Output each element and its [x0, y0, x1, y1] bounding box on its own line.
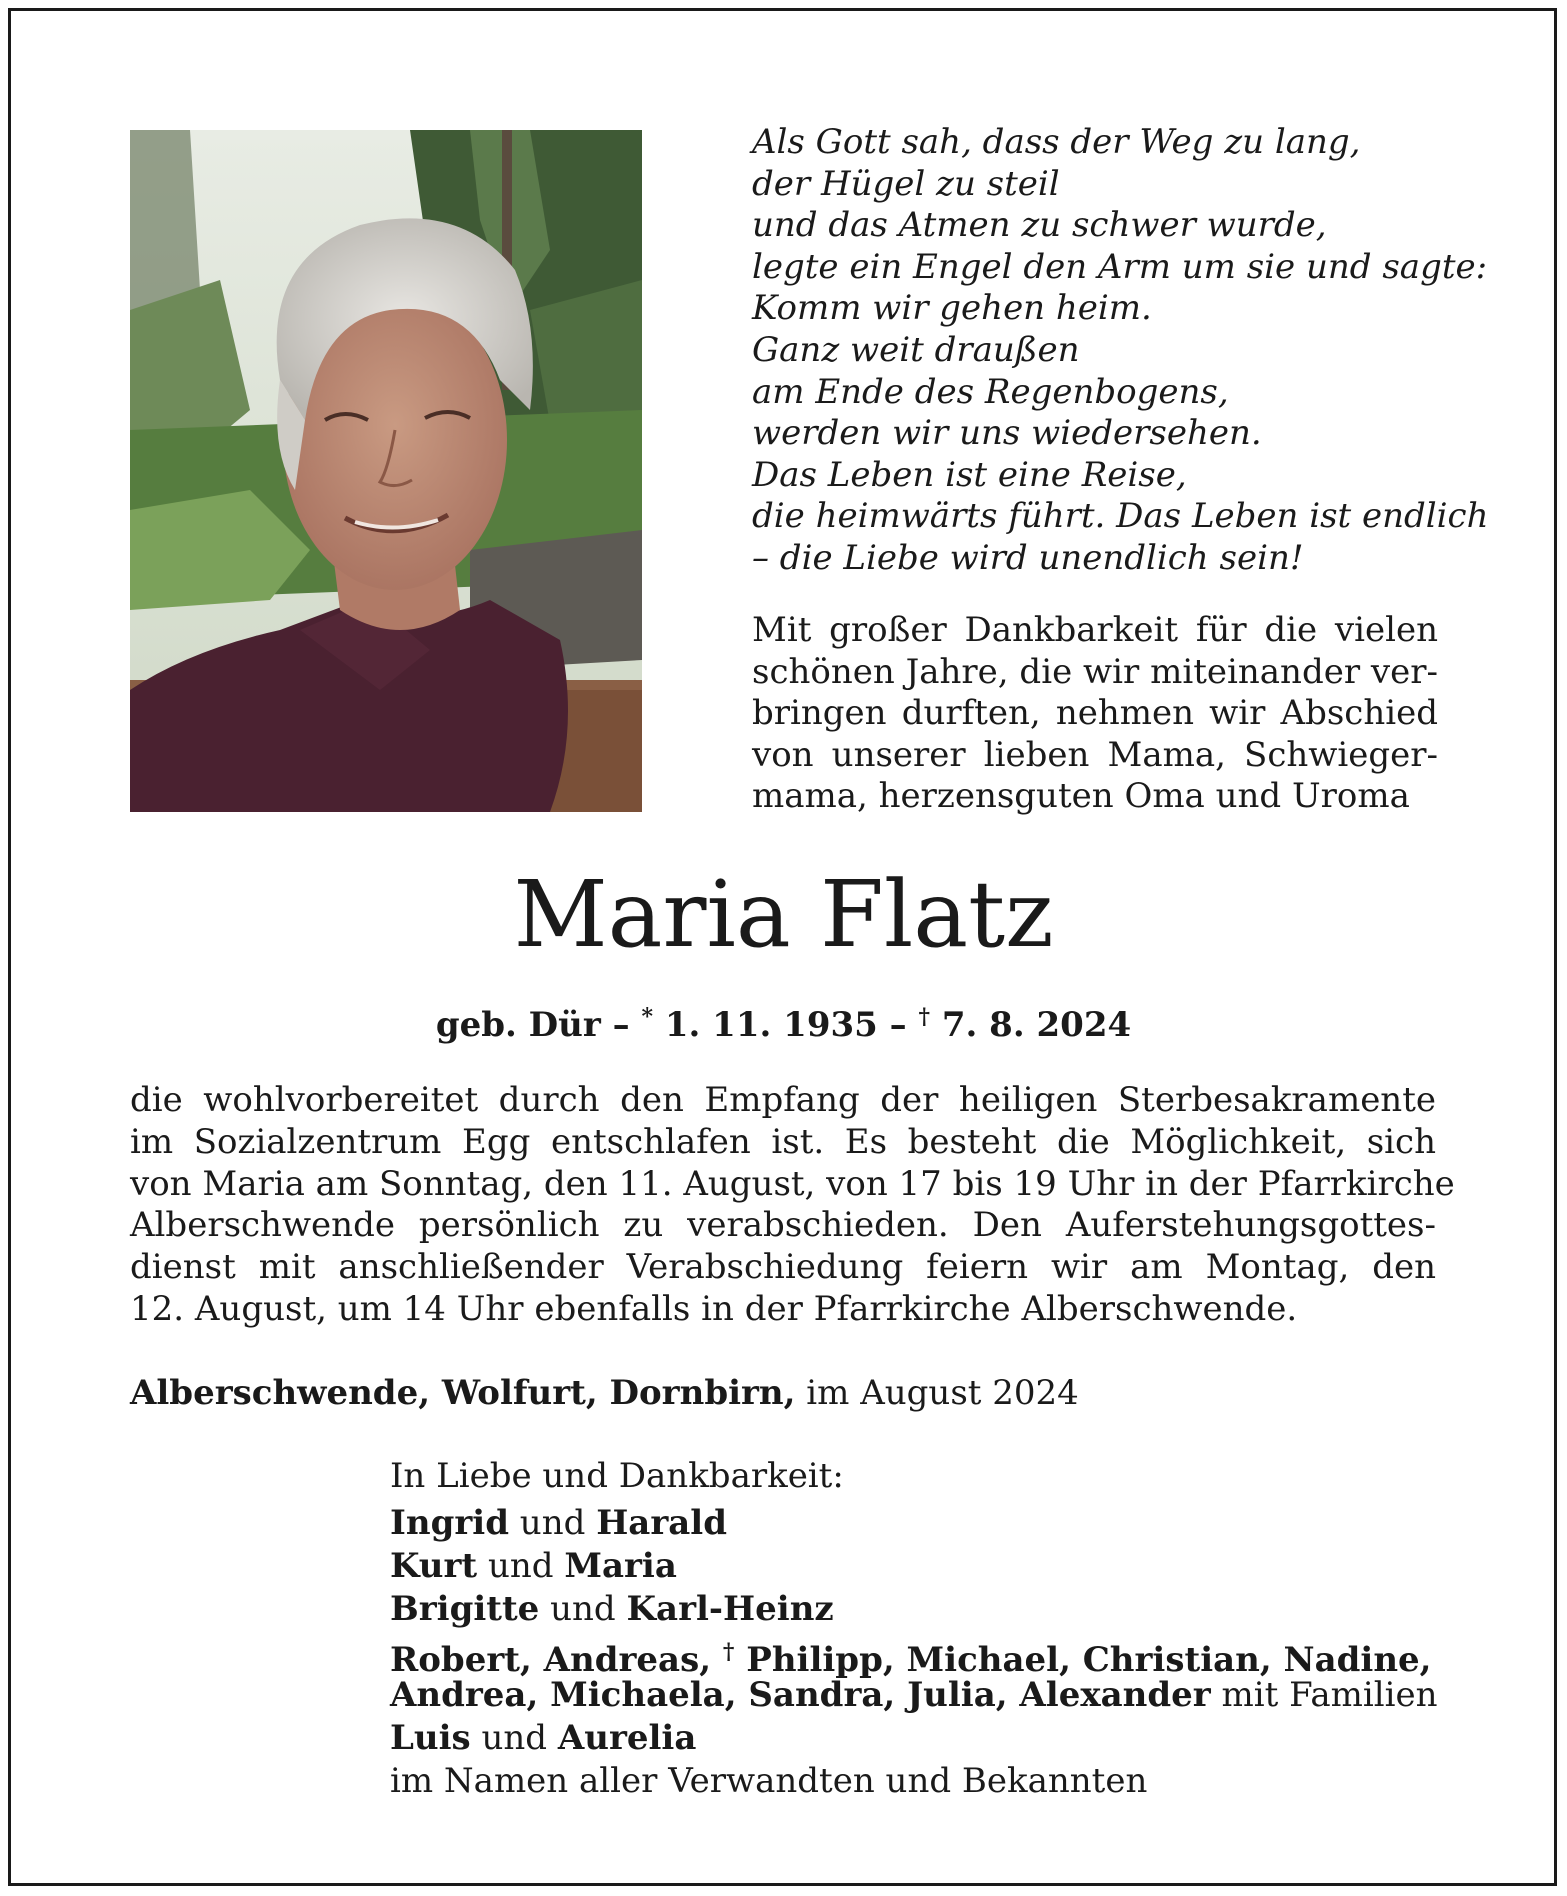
family-member: Andrea, Michaela, Sandra, Julia, Alexander: [390, 1675, 1211, 1715]
body-line: die wohlvorbereitet durch den Empfang der heiligen Sterbesakramente: [130, 1080, 1436, 1120]
poem-line: Als Gott sah, dass der Weg zu lang,: [752, 122, 1361, 162]
towns: Alberschwende, Wolfurt, Dornbirn,: [130, 1373, 796, 1413]
conjunction: und: [470, 1718, 558, 1758]
family-member: Robert, Andreas,: [390, 1640, 723, 1680]
family-names: [390, 1588, 834, 1630]
poem-line: Das Leben ist eine Reise,: [752, 454, 1187, 495]
family-member: Aurelia: [557, 1718, 697, 1758]
family-member: Brigitte: [390, 1589, 540, 1629]
thanks-line: schönen Jahre, die wir miteinander ver-: [752, 651, 1438, 692]
poem-line: am Ende des Regenbogens,: [752, 371, 1229, 412]
month-year: im August 2024: [795, 1373, 1079, 1413]
poem-line: die heimwärts führt. Das Leben ist endlich: [752, 496, 1489, 537]
born-symbol: *: [641, 1004, 654, 1030]
suffix: mit Familien: [1210, 1675, 1438, 1715]
life-dates: [0, 995, 1567, 1047]
dates-separator: –: [600, 1005, 642, 1045]
poem-line: der Hügel zu steil: [752, 163, 1060, 204]
body-line: 12. August, um 14 Uhr ebenfalls in der Pfarrkirche Alberschwende.: [130, 1288, 1298, 1329]
family-names: [390, 1545, 677, 1587]
thanks-line: von unserer lieben Mama, Schwieger-: [752, 734, 1438, 775]
birth-date: 1. 11. 1935: [653, 1005, 878, 1045]
funeral-details: [130, 1080, 1455, 1331]
conjunction: und: [539, 1589, 627, 1629]
family-member: Harald: [596, 1503, 727, 1543]
family-member: Ingrid: [390, 1503, 509, 1543]
family-names: [390, 1674, 1438, 1716]
portrait-photo: [130, 130, 642, 812]
family-member: Philipp, Michael, Christian, Nadine,: [734, 1640, 1432, 1680]
body-line: von Maria am Sonntag, den 11. August, von 17 bis 19 Uhr in der Pfarrkirche: [130, 1163, 1455, 1204]
died-symbol: †: [918, 1004, 931, 1030]
thanks-paragraph: [752, 610, 1438, 818]
family-member: Karl-Heinz: [626, 1589, 834, 1629]
signoff: In Liebe und Dankbarkeit:: [390, 1456, 844, 1496]
family-member: Kurt: [390, 1546, 478, 1586]
poem-line: werden wir uns wiedersehen.: [752, 413, 1262, 454]
cross-symbol: †: [722, 1639, 735, 1665]
body-line: im Sozialzentrum Egg entschlafen ist. Es besteht die Möglichkeit, sich: [130, 1121, 1436, 1162]
thanks-line: mama, herzensguten Oma und Uroma: [752, 776, 1410, 816]
conjunction: und: [477, 1546, 565, 1586]
closing-line: im Namen aller Verwandten und Bekannten: [390, 1761, 1148, 1801]
poem-line: Ganz weit draußen: [752, 329, 1080, 370]
poem-line: und das Atmen zu schwer wurde,: [752, 205, 1327, 246]
birth-name: geb. Dür: [435, 1005, 601, 1045]
family-names: [390, 1717, 696, 1759]
deceased-name: Maria Flatz: [513, 861, 1054, 968]
family-names: [390, 1502, 727, 1544]
family-member: Luis: [390, 1718, 471, 1758]
poem-line: Komm wir gehen heim.: [752, 288, 1152, 329]
poem: [752, 122, 1489, 580]
poem-line: – die Liebe wird unendlich sein!: [752, 537, 1304, 578]
death-date: 7. 8. 2024: [930, 1005, 1132, 1045]
poem-line: legte ein Engel den Arm um sie und sagte:: [752, 246, 1488, 287]
family-member: Maria: [564, 1546, 677, 1586]
body-line: Alberschwende persönlich zu verabschieden. Den Auferstehungsgottes-: [130, 1205, 1436, 1246]
conjunction: und: [509, 1503, 597, 1543]
body-line: dienst mit anschließender Verabschiedung feiern wir am Montag, den: [130, 1247, 1436, 1288]
place-and-date: [130, 1372, 1079, 1414]
dates-separator: –: [877, 1005, 919, 1045]
thanks-line: bringen durften, nehmen wir Abschied: [752, 693, 1438, 733]
thanks-line: Mit großer Dankbarkeit für die vielen: [752, 610, 1438, 650]
